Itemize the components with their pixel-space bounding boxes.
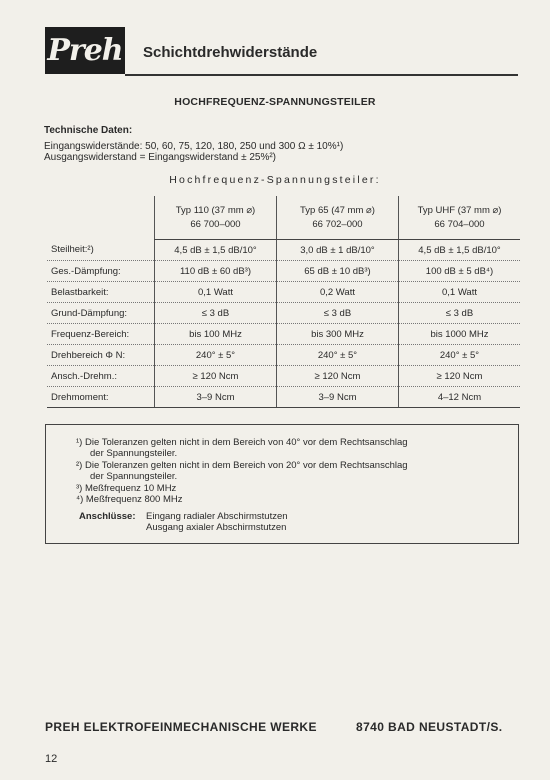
footnote-4: ⁴) Meßfrequenz 800 MHz xyxy=(76,494,183,505)
preh-logo: Preh xyxy=(45,27,125,74)
page-title: Schichtdrehwiderstände xyxy=(143,44,318,61)
cell: ≥ 120 Ncm xyxy=(276,366,398,387)
row-label: Frequenz-Bereich: xyxy=(47,324,155,345)
table-row xyxy=(47,366,520,387)
row-label: Drehmoment: xyxy=(47,387,155,408)
cell: 4,5 dB ± 1,5 dB/10° xyxy=(155,240,277,261)
footnote-1: ¹) Die Toleranzen gelten nicht in dem Bereich von 40° vor dem Rechtsanschlag xyxy=(76,437,408,448)
row-label: Grund-Dämpfung: xyxy=(47,303,155,324)
cell: ≤ 3 dB xyxy=(276,303,398,324)
table-title: Hochfrequenz-Spannungsteiler: xyxy=(169,174,381,186)
cell: 3–9 Ncm xyxy=(155,387,277,408)
cell: 0,1 Watt xyxy=(398,282,520,303)
table-header-row xyxy=(47,196,520,240)
header-spacer xyxy=(47,196,155,240)
connection-output: Ausgang axialer Abschirmstutzen xyxy=(146,522,287,533)
footer-company: PREH ELEKTROFEINMECHANISCHE WERKE xyxy=(45,720,317,734)
column-header-typuhf xyxy=(398,196,520,240)
output-resistance-text: Ausgangswiderstand = Eingangswiderstand ± 25%²) xyxy=(44,152,277,163)
cell: ≤ 3 dB xyxy=(155,303,277,324)
header-rule xyxy=(125,74,518,76)
cell: 4,5 dB ± 1,5 dB/10° xyxy=(398,240,520,261)
row-label: Ansch.-Drehm.: xyxy=(47,366,155,387)
connections-label: Anschlüsse: xyxy=(79,511,136,522)
row-label: Belastbarkeit: xyxy=(47,282,155,303)
specs-table xyxy=(47,196,520,408)
cell: 3,0 dB ± 1 dB/10° xyxy=(276,240,398,261)
connection-input: Eingang radialer Abschirmstutzen xyxy=(146,511,288,522)
column-header-typ65 xyxy=(276,196,398,240)
column-header-typ110 xyxy=(155,196,277,240)
footnote-3: ³) Meßfrequenz 10 MHz xyxy=(76,483,177,494)
input-resistance-text: Eingangswiderstände: 50, 60, 75, 120, 180, 250 und 300 Ω ± 10%¹) xyxy=(44,141,344,152)
cell: 0,1 Watt xyxy=(155,282,277,303)
table-row xyxy=(47,261,520,282)
cell: 240° ± 5° xyxy=(276,345,398,366)
cell: ≥ 120 Ncm xyxy=(398,366,520,387)
footnote-2: ²) Die Toleranzen gelten nicht in dem Bereich von 20° vor dem Rechtsanschlag xyxy=(76,460,408,471)
table-row xyxy=(47,303,520,324)
table-row xyxy=(47,240,520,261)
table-row xyxy=(47,324,520,345)
table-row xyxy=(47,282,520,303)
cell: ≤ 3 dB xyxy=(398,303,520,324)
cell: 240° ± 5° xyxy=(398,345,520,366)
column-number: 66 704–000 xyxy=(434,218,485,230)
footer-city: 8740 BAD NEUSTADT/S. xyxy=(356,720,503,734)
cell: 100 dB ± 5 dB⁴) xyxy=(398,261,520,282)
column-number: 66 700–000 xyxy=(190,218,241,230)
page-number: 12 xyxy=(45,753,58,765)
cell: 4–12 Ncm xyxy=(398,387,520,408)
cell: ≥ 120 Ncm xyxy=(155,366,277,387)
technical-data-label: Technische Daten: xyxy=(44,125,133,136)
cell: 0,2 Watt xyxy=(276,282,398,303)
row-label: Ges.-Dämpfung: xyxy=(47,261,155,282)
cell: 110 dB ± 60 dB³) xyxy=(155,261,277,282)
column-type: Typ 110 (37 mm ⌀) xyxy=(175,204,256,216)
section-heading: HOCHFREQUENZ-SPANNUNGSTEILER xyxy=(174,96,376,108)
column-type: Typ 65 (47 mm ⌀) xyxy=(300,204,375,216)
cell: bis 100 MHz xyxy=(155,324,277,345)
column-type: Typ UHF (37 mm ⌀) xyxy=(417,204,502,216)
row-label: Drehbereich Φ N: xyxy=(47,345,155,366)
table-row xyxy=(47,345,520,366)
column-number: 66 702–000 xyxy=(312,218,363,230)
cell: 240° ± 5° xyxy=(155,345,277,366)
cell: 3–9 Ncm xyxy=(276,387,398,408)
footnote-2-cont: der Spannungsteiler. xyxy=(90,471,178,482)
cell: 65 dB ± 10 dB³) xyxy=(276,261,398,282)
row-label: Steilheit:²) xyxy=(47,240,155,261)
cell: bis 1000 MHz xyxy=(398,324,520,345)
cell: bis 300 MHz xyxy=(276,324,398,345)
footnotes-box xyxy=(45,424,519,544)
table-row xyxy=(47,387,520,408)
footnote-1-cont: der Spannungsteiler. xyxy=(90,448,178,459)
